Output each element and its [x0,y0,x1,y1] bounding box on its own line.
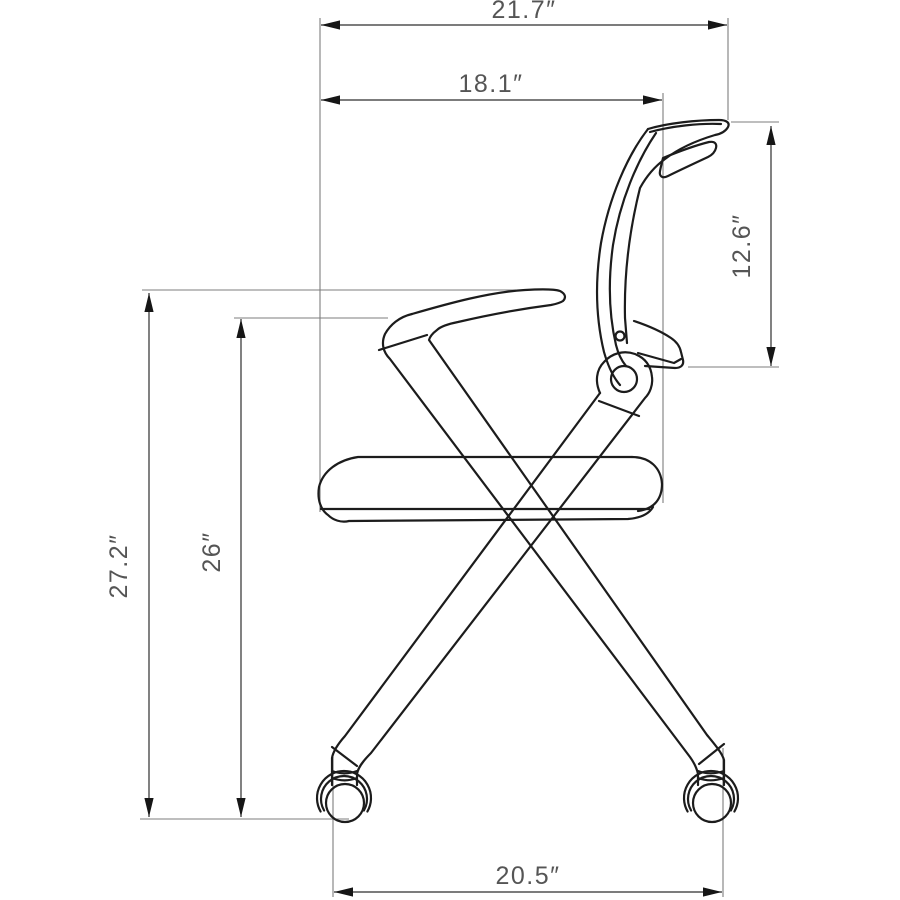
chair-drawing [317,120,738,822]
backrest-front-edge [597,129,648,385]
front-bend-seam [332,747,357,766]
front-caster-wheel [326,784,364,822]
backrest-inner-edge [610,133,656,366]
dimension-label-top-outer: 21.7″ [491,0,557,24]
rear-caster-wheel [693,784,731,822]
seat [318,457,662,522]
rear-leg-assembly [332,352,652,785]
armrest-outer-and-leg-lower-edge [383,314,698,785]
backrest-cap-underside [660,142,716,177]
dimension-back-height [688,122,779,367]
front-caster [317,771,371,822]
armrest-top-and-leg-upper-edge [412,289,724,785]
dimension-top-outer [320,0,728,512]
armrest-leg-assembly [379,289,724,785]
dimension-label-bottom: 20.5″ [495,862,561,890]
dimension-label-back-height: 12.6″ [728,213,756,279]
leg-front-edge [332,393,600,785]
seat-right-cap [632,457,662,511]
seat-outline [318,457,653,522]
armrest-elbow-seam [379,335,427,350]
dimension-annotations [105,0,779,897]
backrest-hole [616,332,625,341]
dimension-label-top-inner: 18.1″ [458,70,524,98]
dimension-left-outer [105,290,516,819]
dimension-label-left-inner: 26″ [198,531,226,573]
hub-seam [599,401,639,416]
pivot-hub-and-leg-rear-edge [357,352,652,785]
rear-caster [684,771,738,822]
dimension-label-left-outer: 27.2″ [105,533,133,599]
dimension-top-inner [321,70,663,503]
dimension-left-inner [198,318,388,817]
dimension-bottom [333,748,723,897]
